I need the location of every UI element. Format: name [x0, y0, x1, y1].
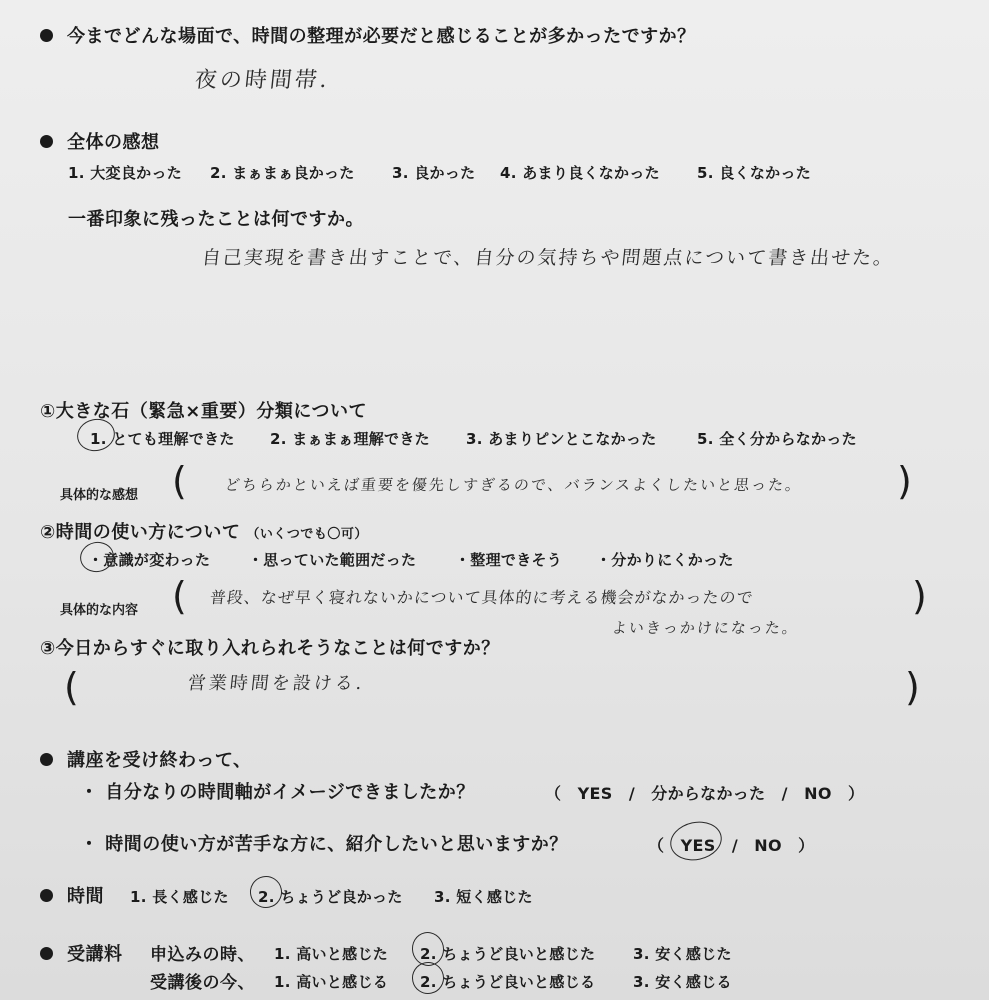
big-rock-option-1[interactable]: 1. とても理解できた	[90, 430, 235, 448]
selected-circle	[667, 817, 726, 865]
overall-option-2[interactable]: 2. まぁまぁ良かった	[210, 164, 355, 182]
overall-option-3[interactable]: 3. 良かった	[392, 164, 476, 182]
section-big-rock: ①大きな石（緊急×重要）分類について	[40, 401, 367, 422]
section-fee: 受講料	[40, 940, 123, 966]
open-paren: (	[172, 459, 187, 503]
fee-row2-label: 受講後の今、	[150, 973, 255, 993]
time-option-2[interactable]: 2. ちょうど良かった	[258, 888, 403, 906]
time-use-answer-line-2[interactable]: よいきっかけになった。	[611, 619, 800, 637]
time-use-option-1[interactable]: ・意識が変わった	[88, 551, 211, 569]
fee-row1-label: 申込みの時、	[150, 945, 255, 965]
open-paren: (	[64, 665, 79, 709]
big-rock-option-3[interactable]: 3. あまりピンとこなかった	[466, 430, 657, 448]
section-time: 時間	[40, 882, 104, 908]
impression-answer: 自己実現を書き出すことで、自分の気持ちや問題点について書き出せた。	[200, 247, 896, 269]
recommend-choices[interactable]: （ YES / NO ）	[648, 836, 815, 855]
time-use-note: （いくつでも〇可）	[246, 527, 368, 542]
fee-row2-option-1[interactable]: 1. 高いと感じる	[274, 973, 389, 991]
section-overall: 全体の感想	[40, 128, 160, 154]
overall-option-4[interactable]: 4. あまり良くなかった	[500, 164, 660, 182]
bullet-icon	[40, 889, 53, 902]
big-rock-option-5[interactable]: 5. 全く分からなかった	[697, 430, 857, 448]
time-use-option-3[interactable]: ・整理できそう	[455, 551, 563, 569]
section-after-course: 講座を受け終わって、	[40, 746, 251, 772]
time-use-answer-line-1[interactable]: 普段、なぜ早く寝れないかについて具体的に考える機会がなかったので	[208, 588, 755, 607]
answer-time-situations: 夜の時間帯.	[193, 68, 332, 93]
bullet-icon	[40, 947, 53, 960]
fee-row1-option-1[interactable]: 1. 高いと感じた	[274, 945, 389, 963]
fee-row2-option-2[interactable]: 2. ちょうど良いと感じる	[420, 973, 596, 991]
question-time-axis: ・ 自分なりの時間軸がイメージできましたか？	[80, 782, 475, 803]
big-rock-option-2[interactable]: 2. まぁまぁ理解できた	[270, 430, 430, 448]
time-axis-choices[interactable]: （ YES / 分からなかった / NO ）	[545, 784, 865, 803]
fee-row1-option-3[interactable]: 3. 安く感じた	[633, 945, 732, 963]
section-today: ③今日からすぐに取り入れられそうなことは何ですか？	[40, 638, 500, 659]
bullet-icon	[40, 753, 53, 766]
time-use-label: 具体的な内容	[60, 603, 139, 618]
close-paren: )	[905, 665, 920, 709]
close-paren: )	[897, 459, 912, 503]
today-answer[interactable]: 営業時間を設ける.	[186, 673, 366, 694]
fee-row2-option-3[interactable]: 3. 安く感じる	[633, 973, 732, 991]
big-rock-answer[interactable]: どちらかといえば重要を優先しすぎるので、バランスよくしたいと思った。	[224, 476, 804, 494]
time-use-option-4[interactable]: ・分かりにくかった	[596, 551, 734, 569]
time-option-3[interactable]: 3. 短く感じた	[434, 888, 533, 906]
time-use-option-2[interactable]: ・思っていた範囲だった	[248, 551, 417, 569]
question-time-situations: 今までどんな場面で、時間の整理が必要だと感じることが多かったですか？	[40, 22, 696, 48]
section-time-use: ②時間の使い方について （いくつでも〇可）	[40, 522, 368, 543]
time-option-1[interactable]: 1. 長く感じた	[130, 888, 229, 906]
big-rock-label: 具体的な感想	[60, 488, 139, 503]
bullet-icon	[40, 29, 53, 42]
overall-option-5[interactable]: 5. 良くなかった	[697, 164, 812, 182]
open-paren: (	[172, 574, 187, 618]
bullet-icon	[40, 135, 53, 148]
question-recommend: ・ 時間の使い方が苦手な方に、紹介したいと思いますか？	[80, 834, 568, 855]
fee-row1-option-2[interactable]: 2. ちょうど良いと感じた	[420, 945, 596, 963]
overall-option-1[interactable]: 1. 大変良かった	[68, 164, 183, 182]
impression-question: 一番印象に残ったことは何ですか。	[68, 209, 364, 230]
close-paren: )	[912, 574, 927, 618]
